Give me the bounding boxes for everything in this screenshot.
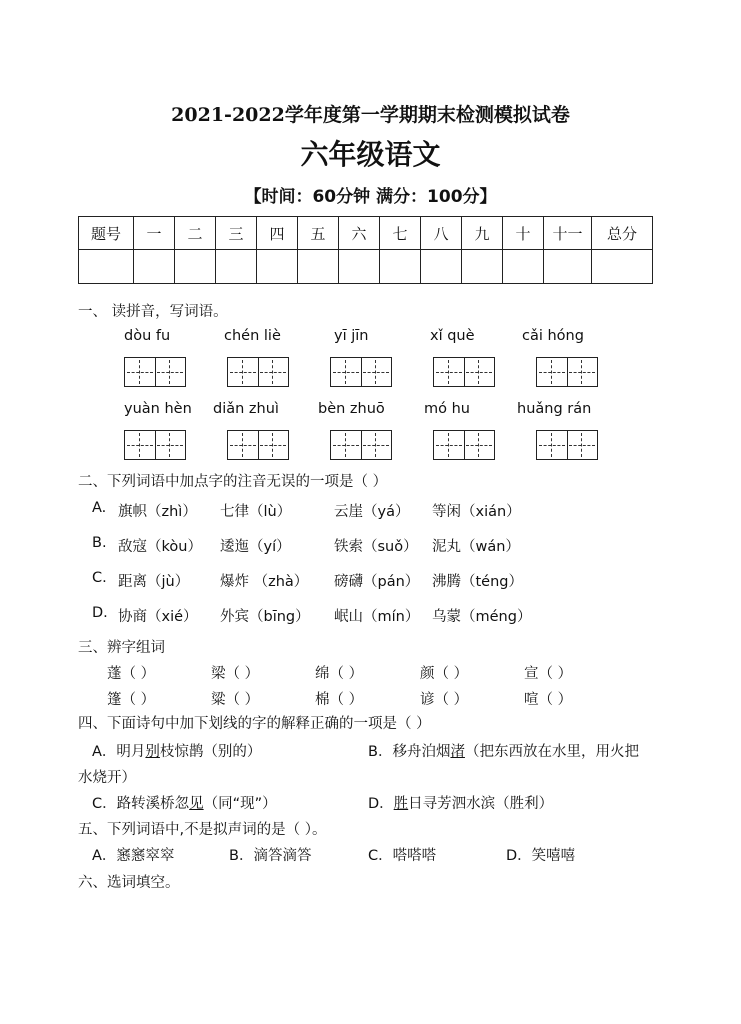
question-5-option: A．窸窸窣窣	[92, 848, 175, 864]
exam-time-score: 【时间：60分钟 满分：100分】	[244, 187, 497, 207]
score-table-header-cell: 七	[380, 217, 421, 250]
pinyin-label: mó hu	[424, 401, 470, 417]
guide-line-vertical	[272, 360, 273, 384]
score-table-header-cell: 八	[421, 217, 462, 250]
tianzige-cell[interactable]	[537, 431, 568, 459]
tianzige-cell[interactable]	[537, 358, 568, 386]
q4-a-underlined-char: 别	[145, 744, 160, 760]
score-table-header-cell: 五	[298, 217, 339, 250]
char-word-blank[interactable]: 梁（ ）	[211, 666, 260, 682]
pinyin-label: chén liè	[224, 328, 281, 344]
tianzige-writing-box[interactable]	[227, 357, 289, 387]
question-4-title: 四、下面诗句中加下划线的字的解释正确的一项是（ ）	[78, 716, 431, 732]
score-table-header-cell: 一	[134, 217, 175, 250]
option-word-with-pinyin: 泥丸（wán）	[432, 539, 520, 555]
guide-line-horizontal	[363, 372, 389, 373]
question-4-option-b	[368, 740, 639, 761]
guide-line-vertical	[272, 433, 273, 457]
score-table-header-cell: 四	[257, 217, 298, 250]
score-table-header-cell: 十一	[544, 217, 592, 250]
option-word-with-pinyin: 云崖（yá）	[334, 504, 410, 520]
option-word-with-pinyin: 距离（jù）	[118, 574, 190, 590]
tianzige-writing-box[interactable]	[433, 357, 495, 387]
guide-line-vertical	[242, 360, 243, 384]
q4-d-prefix: D．	[368, 796, 394, 812]
guide-line-horizontal	[230, 372, 256, 373]
score-table-score-cell[interactable]	[592, 250, 653, 284]
score-table-header-cell: 九	[462, 217, 503, 250]
tianzige-cell[interactable]	[464, 431, 494, 459]
guide-line-vertical	[448, 360, 449, 384]
guide-line-vertical	[551, 360, 552, 384]
q4-c-prefix: C．路转溪桥忽	[92, 796, 190, 812]
option-word-with-pinyin: 爆炸 （zhà）	[220, 574, 309, 590]
option-label: A.	[92, 500, 107, 516]
question-1-title: 一、 读拼音，写词语。	[78, 304, 228, 320]
tianzige-cell[interactable]	[331, 431, 362, 459]
score-table-header-cell: 总分	[592, 217, 653, 250]
tianzige-cell[interactable]	[464, 358, 494, 386]
char-word-blank[interactable]: 谚（ ）	[420, 692, 469, 708]
guide-line-horizontal	[230, 445, 256, 446]
guide-line-vertical	[375, 360, 376, 384]
question-4-option-d	[368, 792, 553, 813]
option-label: B.	[92, 535, 107, 551]
guide-line-horizontal	[539, 372, 565, 373]
question-4-option-a	[92, 740, 261, 761]
score-table-score-row	[79, 250, 653, 284]
score-table-score-cell[interactable]	[298, 250, 339, 284]
guide-line-vertical	[169, 360, 170, 384]
tianzige-writing-box[interactable]	[433, 430, 495, 460]
exam-header-line: 2021-2022学年度第一学期期末检测模拟试卷	[171, 104, 570, 126]
score-table-score-cell[interactable]	[503, 250, 544, 284]
guide-line-horizontal	[436, 445, 462, 446]
score-table	[78, 216, 653, 284]
pinyin-label: yuàn hèn	[124, 401, 192, 417]
guide-line-horizontal	[333, 445, 359, 446]
q4-b-underlined-char: 渚	[450, 744, 465, 760]
tianzige-cell[interactable]	[567, 431, 597, 459]
tianzige-cell[interactable]	[258, 431, 288, 459]
question-5-title: 五、下列词语中,不是拟声词的是（ ）。	[78, 822, 327, 838]
guide-line-horizontal	[363, 445, 389, 446]
guide-line-vertical	[581, 433, 582, 457]
question-5-option: C．嗒嗒嗒	[368, 848, 437, 864]
guide-line-vertical	[581, 360, 582, 384]
score-table-score-cell[interactable]	[216, 250, 257, 284]
pinyin-label: xǐ què	[430, 328, 475, 344]
guide-line-horizontal	[157, 445, 183, 446]
tianzige-cell[interactable]	[155, 431, 185, 459]
option-word-with-pinyin: 岷山（mín）	[334, 609, 420, 625]
tianzige-cell[interactable]	[155, 358, 185, 386]
question-5-option: D．笑嘻嘻	[506, 848, 576, 864]
tianzige-cell[interactable]	[434, 358, 465, 386]
question-4-option-c	[92, 792, 277, 813]
guide-line-vertical	[345, 360, 346, 384]
q4-a-suffix: 枝惊鹊（别的）	[159, 744, 262, 760]
question-6-title: 六、选词填空。	[78, 875, 180, 891]
guide-line-vertical	[139, 360, 140, 384]
score-table-score-cell[interactable]	[339, 250, 380, 284]
question-5-option: B．滴答滴答	[229, 848, 312, 864]
guide-line-vertical	[551, 433, 552, 457]
score-table-score-cell[interactable]	[462, 250, 503, 284]
option-word-with-pinyin: 敌寇（kòu）	[118, 539, 202, 555]
option-word-with-pinyin: 乌蒙（méng）	[432, 609, 532, 625]
pinyin-label: bèn zhuō	[318, 401, 385, 417]
guide-line-horizontal	[436, 372, 462, 373]
q4-c-underlined-char: 见	[189, 796, 204, 812]
char-word-blank[interactable]: 棉（ ）	[315, 692, 364, 708]
tianzige-cell[interactable]	[331, 358, 362, 386]
char-word-blank[interactable]: 绵（ ）	[315, 666, 364, 682]
tianzige-cell[interactable]	[361, 431, 391, 459]
score-table-score-cell[interactable]	[79, 250, 134, 284]
guide-line-horizontal	[539, 445, 565, 446]
score-table-header-row	[79, 217, 653, 250]
tianzige-writing-box[interactable]	[124, 430, 186, 460]
tianzige-cell[interactable]	[228, 358, 259, 386]
char-word-blank[interactable]: 蓬（ ）	[107, 666, 156, 682]
guide-line-horizontal	[157, 372, 183, 373]
score-table-score-cell[interactable]	[257, 250, 298, 284]
pinyin-label: huǎng rán	[517, 401, 592, 417]
question-2-title: 二、下列词语中加点字的注音无误的一项是（ ）	[78, 474, 388, 490]
guide-line-vertical	[345, 433, 346, 457]
tianzige-writing-box[interactable]	[227, 430, 289, 460]
guide-line-horizontal	[260, 372, 286, 373]
guide-line-horizontal	[333, 372, 359, 373]
option-word-with-pinyin: 铁索（suǒ）	[334, 539, 418, 555]
score-table-score-cell[interactable]	[380, 250, 421, 284]
guide-line-horizontal	[466, 445, 492, 446]
pinyin-label: yī jīn	[334, 328, 369, 344]
score-table-header-cell: 题号	[79, 217, 134, 250]
tianzige-writing-box[interactable]	[536, 430, 598, 460]
char-word-blank[interactable]: 粱（ ）	[211, 692, 260, 708]
tianzige-writing-box[interactable]	[124, 357, 186, 387]
tianzige-cell[interactable]	[228, 431, 259, 459]
q4-d-suffix: 日寻芳泗水滨（胜利）	[408, 796, 554, 812]
pinyin-label: dòu fu	[124, 328, 171, 344]
option-word-with-pinyin: 旗帜（zhì）	[118, 504, 197, 520]
guide-line-vertical	[139, 433, 140, 457]
score-table-score-cell[interactable]	[175, 250, 216, 284]
option-word-with-pinyin: 等闲（xián）	[432, 504, 521, 520]
score-table-score-cell[interactable]	[421, 250, 462, 284]
q4-b-prefix: B．移舟泊烟	[368, 744, 451, 760]
score-table-header-cell: 二	[175, 217, 216, 250]
guide-line-vertical	[478, 360, 479, 384]
char-word-blank[interactable]: 颜（ ）	[420, 666, 469, 682]
tianzige-writing-box[interactable]	[330, 357, 392, 387]
tianzige-writing-box[interactable]	[536, 357, 598, 387]
guide-line-vertical	[375, 433, 376, 457]
exam-subject-title: 六年级语文	[300, 138, 441, 171]
guide-line-vertical	[448, 433, 449, 457]
tianzige-writing-box[interactable]	[330, 430, 392, 460]
pinyin-label: cǎi hóng	[522, 328, 584, 344]
option-label: D.	[92, 605, 108, 621]
tianzige-cell[interactable]	[125, 358, 156, 386]
tianzige-cell[interactable]	[125, 431, 156, 459]
guide-line-horizontal	[127, 445, 153, 446]
pinyin-label: diǎn zhuì	[213, 401, 279, 417]
q4-c-suffix: （同“现”）	[203, 796, 277, 812]
option-label: C.	[92, 570, 107, 586]
guide-line-vertical	[242, 433, 243, 457]
question-3-title: 三、辨字组词	[78, 640, 165, 656]
tianzige-cell[interactable]	[434, 431, 465, 459]
option-word-with-pinyin: 沸腾（téng）	[432, 574, 523, 590]
score-table-header-cell: 十	[503, 217, 544, 250]
guide-line-horizontal	[127, 372, 153, 373]
char-word-blank[interactable]: 喧（ ）	[524, 692, 573, 708]
char-word-blank[interactable]: 宣（ ）	[524, 666, 573, 682]
score-table-score-cell[interactable]	[134, 250, 175, 284]
q4-d-underlined-char: 胜	[393, 796, 409, 812]
q4-a-prefix: A．明月	[92, 744, 146, 760]
score-table-header-cell: 六	[339, 217, 380, 250]
guide-line-horizontal	[569, 445, 595, 446]
tianzige-cell[interactable]	[258, 358, 288, 386]
q4-b-continuation: 水烧开）	[78, 770, 136, 786]
guide-line-vertical	[169, 433, 170, 457]
tianzige-cell[interactable]	[361, 358, 391, 386]
tianzige-cell[interactable]	[567, 358, 597, 386]
option-word-with-pinyin: 七律（lù）	[220, 504, 292, 520]
guide-line-horizontal	[260, 445, 286, 446]
guide-line-vertical	[478, 433, 479, 457]
score-table-score-cell[interactable]	[544, 250, 592, 284]
option-word-with-pinyin: 协商（xié）	[118, 609, 198, 625]
option-word-with-pinyin: 逶迤（yí）	[220, 539, 291, 555]
guide-line-horizontal	[466, 372, 492, 373]
q4-b-suffix: （把东西放在水里，用火把	[464, 744, 639, 760]
char-word-blank[interactable]: 篷（ ）	[107, 692, 156, 708]
guide-line-horizontal	[569, 372, 595, 373]
score-table-header-cell: 三	[216, 217, 257, 250]
option-word-with-pinyin: 外宾（bīng）	[220, 609, 310, 625]
option-word-with-pinyin: 磅礴（pán）	[334, 574, 420, 590]
